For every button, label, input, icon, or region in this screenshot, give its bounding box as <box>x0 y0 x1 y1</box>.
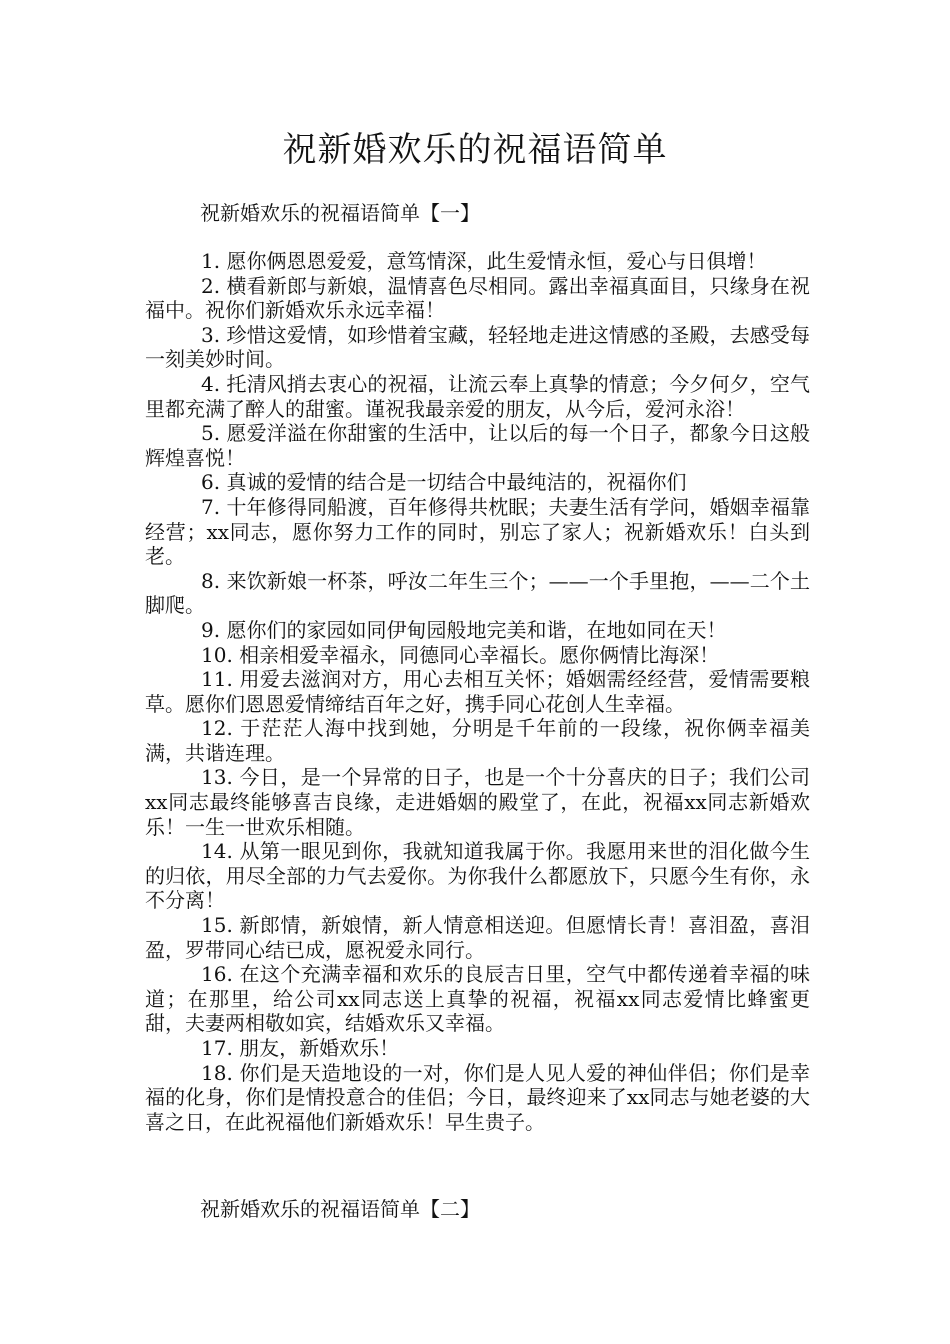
blessing-paragraph-6: 6. 真诚的爱情的结合是一切结合中最纯洁的，祝福你们 <box>201 470 687 495</box>
document-title: 祝新婚欢乐的祝福语简单 <box>282 130 668 170</box>
blessing-paragraph-17: 17. 朋友，新婚欢乐！ <box>201 1036 400 1060</box>
blessing-paragraph-5: 5. 愿爱洋溢在你甜蜜的生活中，让以后的每一个日子，都象今日这般辉煌喜悦！ <box>145 421 810 470</box>
blessing-paragraph-3: 3. 珍惜这爱情，如珍惜着宝藏，轻轻地走进这情感的圣殿，去感受每一刻美妙时间。 <box>145 322 810 372</box>
blessing-paragraph-10: 10. 相亲相爱幸福永，同德同心幸福长。愿你俩情比海深！ <box>201 642 720 667</box>
section-heading-1: 祝新婚欢乐的祝福语简单【一】 <box>200 201 480 225</box>
blessing-paragraph-15: 15. 新郎情，新娘情，新人情意相送迎。但愿情长青！喜泪盈，喜泪盈，罗带同心结已成，愿祝爱永同行。 <box>145 913 810 962</box>
blessing-paragraph-4: 4. 托清风捎去衷心的祝福，让流云奉上真挚的情意；今夕何夕，空气里都充满了醉人的甜蜜。谨祝我最亲爱的朋友，从今后，爱河永浴！ <box>145 371 810 421</box>
blessing-paragraph-7: 7. 十年修得同船渡，百年修得共枕眠；夫妻生活有学问，婚姻幸福靠经营；xx同志，愿你努力工作的同时，别忘了家人；祝新婚欢乐！白头到老。 <box>145 494 810 569</box>
blessing-paragraph-13: 13. 今日，是一个异常的日子，也是一个十分喜庆的日子；我们公司xx同志最终能够喜吉良缘，走进婚姻的殿堂了，在此，祝福xx同志新婚欢乐！一生一世欢乐相随。 <box>145 765 810 839</box>
blessing-paragraph-8: 8. 来饮新娘一杯茶，呼汝二年生三个；——一个手里抱，——二个土脚爬。 <box>145 568 810 618</box>
blessing-paragraph-12: 12. 于茫茫人海中找到她，分明是千年前的一段缘，祝你俩幸福美满，共谐连理。 <box>145 716 810 765</box>
blessing-paragraph-11: 11. 用爱去滋润对方，用心去相互关怀；婚姻需经经营，爱情需要粮草。愿你们恩恩爱情缔结百年之好，携手同心花创人生幸福。 <box>145 667 810 716</box>
blessing-paragraph-18: 18. 你们是天造地设的一对，你们是人见人爱的神仙伴侣；你们是幸福的化身，你们是情投意合的佳侣；今日，最终迎来了xx同志与她老婆的大喜之日，在此祝福他们新婚欢乐！早生贵子。 <box>145 1060 810 1134</box>
blessing-paragraph-16: 16. 在这个充满幸福和欢乐的良辰吉日里，空气中都传递着幸福的味道；在那里，给公司xx同志送上真挚的祝福，祝福xx同志爱情比蜂蜜更甜，夫妻两相敬如宾，结婚欢乐又幸福。 <box>145 962 810 1036</box>
section-1-body <box>145 249 810 1134</box>
blessing-paragraph-9: 9. 愿你们的家园如同伊甸园般地完美和谐，在地如同在天！ <box>201 617 727 642</box>
section-heading-2: 祝新婚欢乐的祝福语简单【二】 <box>200 1197 480 1221</box>
blessing-paragraph-2: 2. 横看新郎与新娘，温情喜色尽相同。露出幸福真面目，只缘身在祝福中。祝你们新婚欢乐永远幸福！ <box>145 273 810 323</box>
blessing-paragraph-1: 1. 愿你俩恩恩爱爱，意笃情深，此生爱情永恒，爱心与日俱增！ <box>201 249 767 273</box>
blessing-paragraph-14: 14. 从第一眼见到你，我就知道我属于你。我愿用来世的泪化做今生的归依，用尽全部的力气去爱你。为你我什么都愿放下，只愿今生有你，永不分离！ <box>145 839 810 913</box>
